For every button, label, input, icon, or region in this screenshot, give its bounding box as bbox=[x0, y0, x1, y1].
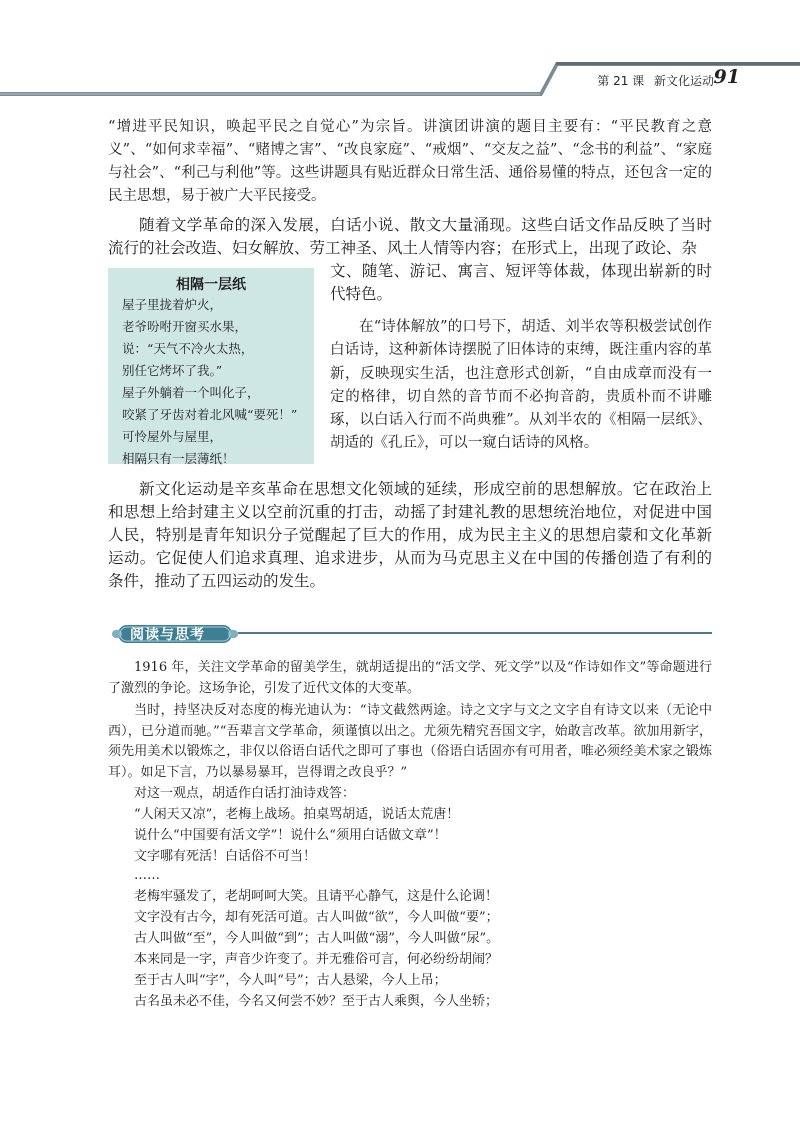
reading-paragraph: 当时，持坚决反对态度的梅光迪认为：“诗文截然两途。诗之文字与文之文字自有诗文以来（无论中西），已分道而驰。”“吾辈言文学革命，须谨慎以出之。尤须先精究吾国文字，始敢言改革。欲加用新字，须先用美术以锻炼之，非仅以俗语白话代之即可了事也（俗语白话固亦有可用者，唯必须经美术家之锻炼耳）。如足下言，乃以暴易暴耳，岂得谓之改良乎？” bbox=[108, 703, 712, 780]
poem-line: 屋子里拢着炉火， bbox=[122, 297, 223, 312]
paragraph-new-culture-movement: 新文化运动是辛亥革命在思想文化领域的延续，形成空前的思想解放。它在政治上和思想上给封建主义以空前沉重的打击，动摇了封建礼教的思想统治地位，对促进中国人民，特别是青年知识分子觉醒起了巨大的作用，成为民主主义的思想启蒙和文化革新运动。它促使人们追求真理、追求进步，从而为马克思主义在中国的传播创造了有利的条件，推动了五四运动的发生。 bbox=[108, 480, 712, 590]
lesson-title: 新文化运动 bbox=[653, 74, 714, 88]
reading-paragraph: 对这一观点，胡适作白话打油诗戏答： bbox=[134, 786, 356, 801]
running-header bbox=[591, 72, 714, 89]
reading-paragraph: 1916 年，关注文学革命的留美学生，就胡适提出的“活文学、死文学”以及“作诗如作文”等命题进行了激烈的争论。这场争论，引发了近代文体的大变革。 bbox=[108, 660, 712, 696]
poem-sidebar bbox=[108, 268, 314, 464]
doggerel-line: 至于古人叫“字”，今人叫“号”；古人悬梁，今人上吊； bbox=[134, 973, 447, 988]
doggerel-line: “人闲天又凉”，老梅上战场。拍桌骂胡适，说话太荒唐！ bbox=[134, 807, 460, 822]
poem-title: 相隔一层纸 bbox=[176, 277, 246, 293]
paragraph-vernacular-works: 随着文学革命的深入发展，白话小说、散文大量涌现。这些白话文作品反映了当时流行的社会改造、妇女解放、劳工神圣、风土人情等内容；在形式上，出现了政论、杂 bbox=[108, 216, 712, 257]
section-title: 阅读与思考 bbox=[130, 627, 205, 643]
poem-line: 相隔只有一层薄纸！ bbox=[122, 451, 235, 466]
page-number: 91 bbox=[713, 66, 740, 88]
doggerel-line: 文字没有古今，却有死活可道。古人叫做“欲”，今人叫做“要”； bbox=[134, 910, 499, 925]
doggerel-line: 老梅牢骚发了，老胡呵呵大笑。且请平心静气，这是什么论调！ bbox=[134, 889, 499, 904]
doggerel-line: 本来同是一字，声音少许变了。并无雅俗可言，何必纷纷胡闹？ bbox=[134, 952, 499, 967]
paragraph-vernacular-works-cont: 文、随笔、游记、寓言、短评等体裁，体现出崭新的时代特色。 bbox=[330, 262, 712, 303]
paragraph-lecture-topics: “增进平民知识，唤起平民之自觉心”为宗旨。讲演团讲演的题目主要有：“平民教育之意义”、“如何求幸福”、“赌博之害”、“改良家庭”、“戒烟”、“交友之益”、“念书的利益”、“家庭与社会”、“利己与利他”等。这些讲题具有贴近群众日常生活、通俗易懂的特点，还包含一定的民主思想，易于被广大平民接受。 bbox=[108, 119, 712, 204]
doggerel-line: 古名虽未必不佳，今名又何尝不妙？至于古人乘舆，今人坐轿； bbox=[134, 994, 499, 1009]
doggerel-line: 古人叫做“至”，今人叫做“到”；古人叫做“溺”，今人叫做“尿”。 bbox=[134, 931, 500, 946]
doggerel-line: 说什么“中国要有活文学”！说什么“须用白话做文章”！ bbox=[134, 828, 447, 843]
poem-line: 可怜屋外与屋里， bbox=[122, 429, 223, 444]
doggerel-line: 文字哪有死活！白话俗不可当！ bbox=[134, 849, 317, 864]
section-divider bbox=[238, 632, 712, 634]
poem-line: 别任它烤坏了我。” bbox=[122, 363, 223, 378]
poem-line: 屋子外躺着一个叫化子， bbox=[122, 385, 260, 400]
lesson-number: 第 21 课 bbox=[597, 74, 645, 88]
poem-line: 说：“天气不冷火太热， bbox=[122, 341, 254, 356]
paragraph-poetry-liberation: 在“诗体解放”的口号下，胡适、刘半农等积极尝试创作白话诗，这种新体诗摆脱了旧体诗的束缚，既注重内容的革新，反映现实生活，也注意形式创新，“自由成章而没有一定的格律，切自然的音节而不必拘音韵，贵质朴而不讲雕琢，以白话入行而不尚典雅”。从刘半农的《相隔一层纸》、胡适的《孔丘》，可以一窥白话诗的风格。 bbox=[330, 319, 712, 452]
poem-line: 咬紧了牙齿对着北风喊“要死！” bbox=[122, 407, 298, 422]
poem-line: 老爷吩咐开窗买水果， bbox=[122, 319, 248, 334]
doggerel-line: …… bbox=[134, 868, 160, 883]
